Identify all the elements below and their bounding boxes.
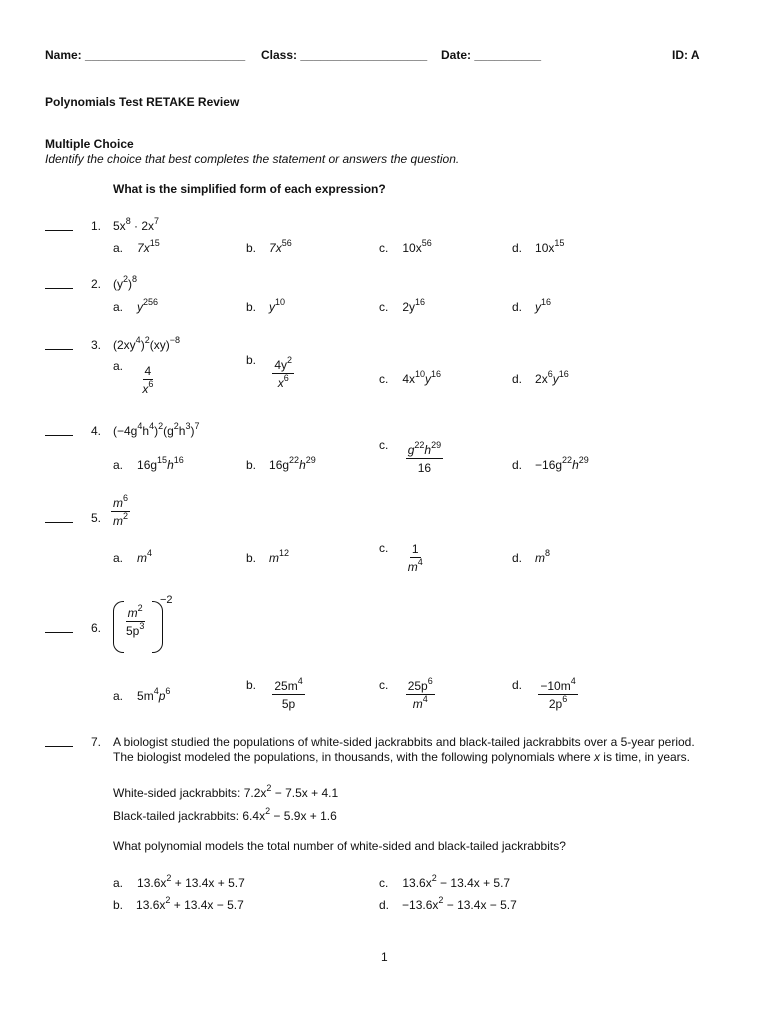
q5-choice-a[interactable]: a. $m^4$ bbox=[113, 548, 153, 565]
name-blank: ________________________ bbox=[85, 48, 246, 62]
class-field bbox=[261, 48, 427, 62]
question-7-text-line-2: The biologist modeled the populations, in thousands, with the following polynomials where x is time, in years. bbox=[113, 750, 690, 764]
id-label: ID: A bbox=[672, 48, 700, 62]
q3-choice-d[interactable]: d. $2x^6y^{16}$ bbox=[512, 369, 569, 386]
name-field bbox=[45, 48, 245, 62]
answer-blank-6[interactable] bbox=[45, 632, 73, 633]
question-2-number: 2. bbox=[91, 277, 102, 291]
page-number: 1 bbox=[381, 950, 388, 964]
q2-choice-c[interactable]: c. $2y^{16}$ bbox=[379, 297, 426, 314]
section-instructions: Identify the choice that best completes the statement or answers the question. bbox=[45, 152, 460, 166]
q6-choice-c[interactable]: c. $\frac{25p^6}{m^4}$ bbox=[379, 676, 433, 711]
date-label: Date: bbox=[441, 48, 472, 62]
q7-choice-c[interactable]: c. $13.6x^2 - 13.4x + 5.7$ bbox=[379, 873, 511, 890]
section-heading: Multiple Choice bbox=[45, 137, 134, 151]
q3-choice-c[interactable]: c. $4x^{10}y^{16}$ bbox=[379, 369, 442, 386]
q4-choice-a[interactable]: a. $16g^{15}h^{16}$ bbox=[113, 455, 184, 472]
black-tailed-polynomial: Black-tailed jackrabbits: $6.4x^2 - 5.9x + 1.6$ bbox=[113, 806, 337, 823]
answer-blank-1[interactable] bbox=[45, 230, 73, 231]
q2-choice-d[interactable]: d. $y^{16}$ bbox=[512, 297, 552, 314]
q7-choice-a[interactable]: a. $13.6x^2 + 13.4x + 5.7$ bbox=[113, 873, 245, 890]
q1-choice-c[interactable]: c. $10x^{56}$ bbox=[379, 238, 432, 255]
white-sided-polynomial: White-sided jackrabbits: $7.2x^2 - 7.5x + 4.1$ bbox=[113, 783, 339, 800]
q7-choice-b[interactable]: b. $13.6x^2 + 13.4x - 5.7$ bbox=[113, 895, 244, 912]
q3-choice-a[interactable]: a. $\frac{4}{x^6}$ bbox=[113, 359, 154, 396]
q4-choice-b[interactable]: b. $16g^{22}h^{29}$ bbox=[246, 455, 316, 472]
q6-choice-b[interactable]: b. $\frac{25m^4}{5p}$ bbox=[246, 676, 303, 711]
page-title: Polynomials Test RETAKE Review bbox=[45, 95, 240, 109]
question-3-expression: $(2xy^4)^2(xy)^{-8}$ bbox=[113, 335, 180, 352]
q4-choice-c[interactable]: c. $\frac{g^{22}h^{29}}{16}$ bbox=[379, 438, 442, 475]
q4-choice-d[interactable]: d. $-16g^{22}h^{29}$ bbox=[512, 455, 589, 472]
question-7-text-line-1: A biologist studied the populations of white-sided jackrabbits and black-tailed jackrabbits over a 5-year period. bbox=[113, 735, 695, 749]
q5-choice-c[interactable]: c. $\frac{1}{m^4}$ bbox=[379, 541, 423, 574]
question-7-number: 7. bbox=[91, 735, 102, 749]
q3-choice-b[interactable]: b. $\frac{4y^2}{x^6}$ bbox=[246, 353, 293, 390]
question-6-fraction: $\frac{m^2}{5p^3}$ bbox=[126, 603, 145, 638]
name-label: Name: bbox=[45, 48, 82, 62]
question-6-number: 6. bbox=[91, 621, 102, 635]
q5-choice-b[interactable]: b. $m^{12}$ bbox=[246, 548, 290, 565]
q1-choice-d[interactable]: d. $10x^{15}$ bbox=[512, 238, 565, 255]
question-6-outer-exponent: −2 bbox=[160, 594, 173, 606]
question-3-number: 3. bbox=[91, 338, 102, 352]
answer-blank-7[interactable] bbox=[45, 746, 73, 747]
question-prompt: What is the simplified form of each expression? bbox=[113, 182, 386, 196]
question-2-expression: $(y^2)^8$ bbox=[113, 274, 138, 291]
question-1-expression: $5x^8 \cdot 2x^7$ bbox=[113, 216, 160, 233]
q1-choice-a[interactable]: a. $7x^{15}$ bbox=[113, 238, 160, 255]
right-parenthesis bbox=[152, 601, 163, 653]
question-5-expression: $\frac{m^6}{m^2}$ bbox=[113, 493, 129, 528]
date-blank: __________ bbox=[474, 48, 542, 62]
question-4-number: 4. bbox=[91, 424, 102, 438]
q6-choice-d[interactable]: d. $\frac{-10m^4}{2p^6}$ bbox=[512, 676, 576, 711]
q6-choice-a[interactable]: a. $5m^4p^6$ bbox=[113, 686, 171, 703]
q5-choice-d[interactable]: d. $m^8$ bbox=[512, 548, 551, 565]
question-4-expression: $(-4g^4h^4)^2(g^2h^3)^7$ bbox=[113, 421, 200, 438]
q2-choice-a[interactable]: a. $y^{256}$ bbox=[113, 297, 159, 314]
question-1-number: 1. bbox=[91, 219, 102, 233]
answer-blank-5[interactable] bbox=[45, 522, 73, 523]
class-label: Class: bbox=[261, 48, 298, 62]
answer-blank-4[interactable] bbox=[45, 435, 73, 436]
q7-choice-d[interactable]: d. $-13.6x^2 - 13.4x - 5.7$ bbox=[379, 895, 517, 912]
answer-blank-3[interactable] bbox=[45, 349, 73, 350]
left-parenthesis bbox=[113, 601, 124, 653]
date-field bbox=[441, 48, 541, 62]
question-5-number: 5. bbox=[91, 511, 102, 525]
q1-choice-b[interactable]: b. $7x^{56}$ bbox=[246, 238, 292, 255]
question-7-prompt: What polynomial models the total number of white-sided and black-tailed jackrabbits? bbox=[113, 839, 566, 853]
class-blank: ___________________ bbox=[300, 48, 428, 62]
q2-choice-b[interactable]: b. $y^{10}$ bbox=[246, 297, 286, 314]
answer-blank-2[interactable] bbox=[45, 288, 73, 289]
